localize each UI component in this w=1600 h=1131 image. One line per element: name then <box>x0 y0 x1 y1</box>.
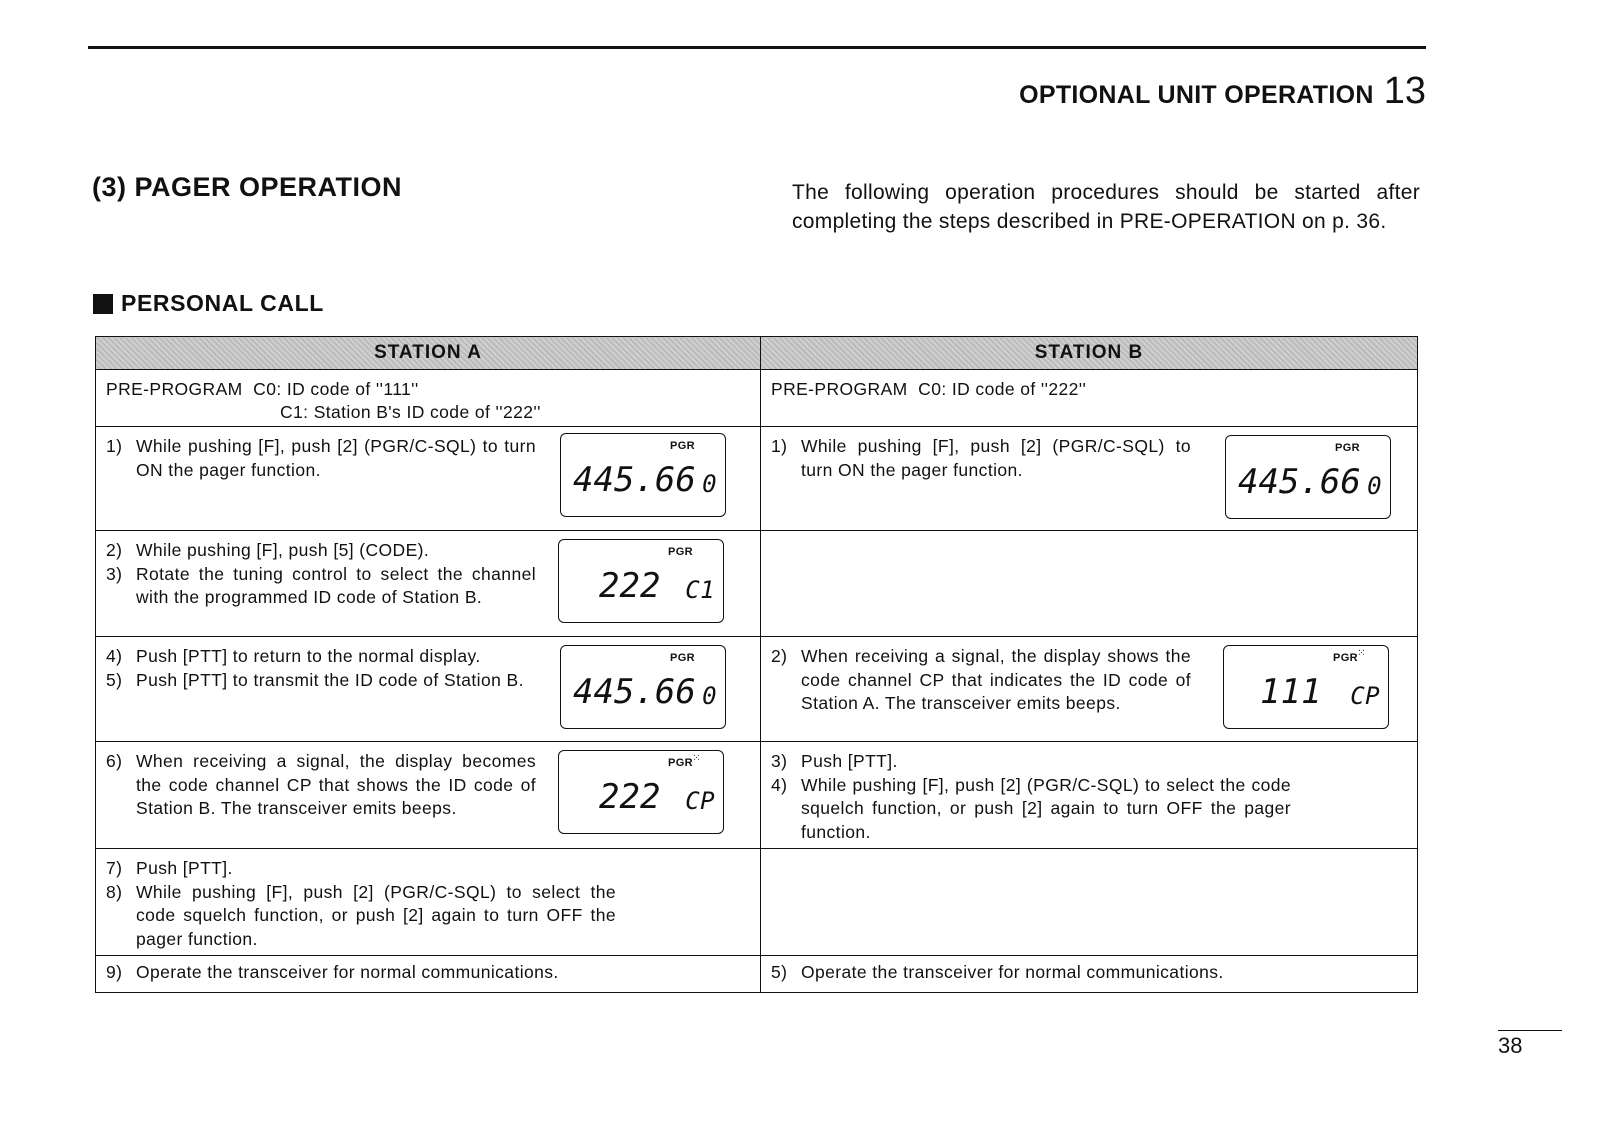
lcd-digits: 445.66 <box>573 672 696 712</box>
signal-flash-icon: ⁙ <box>692 753 701 764</box>
pgr-indicator: PGR <box>669 440 695 452</box>
step-item: 3) Rotate the tuning control to select the channel with the programmed ID code of Station B. <box>106 563 536 607</box>
row-a-step2-3 <box>96 531 761 637</box>
pgr-indicator: PGR <box>1332 652 1358 664</box>
lcd-display <box>1223 645 1389 729</box>
subsection-heading <box>93 290 324 317</box>
page-number: 38 <box>1498 1030 1562 1059</box>
lcd-channel: 0 <box>702 682 717 710</box>
row-b-empty1 <box>761 531 1418 637</box>
step-item: 3) Push [PTT]. <box>771 751 898 771</box>
header-station-a: STATION A <box>96 337 761 370</box>
pgr-indicator: PGR <box>667 546 693 558</box>
subsection-title: PERSONAL CALL <box>121 290 324 316</box>
step-item: 5) Push [PTT] to transmit the ID code of Station B. <box>106 669 524 690</box>
preprogram-b-line1: C0: ID code of ''222'' <box>918 379 1087 399</box>
step-item: 4) Push [PTT] to return to the normal display. <box>106 646 481 666</box>
row-b-step3-4 <box>761 742 1418 849</box>
row-a-step1 <box>96 427 761 531</box>
preprogram-a-line2: C1: Station B's ID code of ''222'' <box>280 402 541 422</box>
step-item: 5) Operate the transceiver for normal communications. <box>771 962 1224 982</box>
lcd-digits: 111 <box>1260 672 1322 712</box>
lcd-digits: 445.66 <box>1238 462 1361 502</box>
step-item: 4) While pushing [F], push [2] (PGR/C-SQL) to select the code squelch function, or push [2] again to turn OFF the pager function. <box>771 774 1291 842</box>
signal-flash-icon: ⁙ <box>1357 648 1366 659</box>
lcd-digits: 222 <box>599 566 661 606</box>
lcd-display <box>560 433 726 517</box>
preprogram-a-line1: C0: ID code of ''111'' <box>253 379 419 399</box>
pgr-indicator: PGR <box>1334 442 1360 454</box>
lcd-channel: CP <box>1350 682 1380 710</box>
lcd-digits: 222 <box>599 777 661 817</box>
lcd-display <box>558 750 724 834</box>
header-station-b: STATION B <box>761 337 1418 370</box>
chapter-title: OPTIONAL UNIT OPERATION <box>1019 81 1374 109</box>
row-b-empty2 <box>761 849 1418 956</box>
square-bullet-icon <box>93 294 113 314</box>
section-title: (3) PAGER OPERATION <box>92 172 403 202</box>
row-a-step6 <box>96 742 761 849</box>
lcd-digits: 445.66 <box>573 460 696 500</box>
step-item: 9) Operate the transceiver for normal communications. <box>106 962 559 982</box>
pgr-indicator: PGR <box>667 757 693 769</box>
preprogram-b <box>761 370 1418 427</box>
lcd-display <box>560 645 726 729</box>
step-item: 6) When receiving a signal, the display becomes the code channel CP that shows the ID code of Station B. The transceiver emits beeps. <box>106 751 536 818</box>
step-item: 1) While pushing [F], push [2] (PGR/C-SQL) to turn ON the pager function. <box>771 436 1191 480</box>
preprogram-a <box>96 370 761 427</box>
personal-call-table <box>95 336 1418 993</box>
row-b-step1 <box>761 427 1418 531</box>
lcd-channel: C1 <box>685 576 715 604</box>
pgr-indicator: PGR <box>669 652 695 664</box>
intro-paragraph: The following operation procedures should be started after completing the steps described in PRE-OPERATION on p. 36. <box>792 181 1420 233</box>
step-item: 8) While pushing [F], push [2] (PGR/C-SQL) to select the code squelch function, or push [2] again to turn OFF the pager function. <box>106 881 616 949</box>
chapter-number: 13 <box>1383 70 1426 112</box>
step-item: 2) While pushing [F], push [5] (CODE). <box>106 540 430 560</box>
lcd-channel: 0 <box>1367 472 1382 500</box>
header-rule <box>88 46 1426 49</box>
lcd-channel: 0 <box>702 470 717 498</box>
lcd-display <box>558 539 724 623</box>
row-b-step5 <box>761 956 1418 993</box>
preprogram-label: PRE-PROGRAM <box>106 379 243 399</box>
row-b-step2 <box>761 637 1418 742</box>
step-item: 7) Push [PTT]. <box>106 858 233 878</box>
step-item: 1) While pushing [F], push [2] (PGR/C-SQL) to turn ON the pager function. <box>106 436 536 480</box>
step-item: 2) When receiving a signal, the display shows the code channel CP that indicates the ID code of Station A. The transceiver emits beeps. <box>771 646 1191 713</box>
row-a-step4-5 <box>96 637 761 742</box>
lcd-display <box>1225 435 1391 519</box>
lcd-channel: CP <box>685 787 715 815</box>
row-a-step9 <box>96 956 761 993</box>
chapter-heading <box>1019 70 1426 113</box>
preprogram-label: PRE-PROGRAM <box>771 379 908 399</box>
row-a-step7-8 <box>96 849 761 956</box>
